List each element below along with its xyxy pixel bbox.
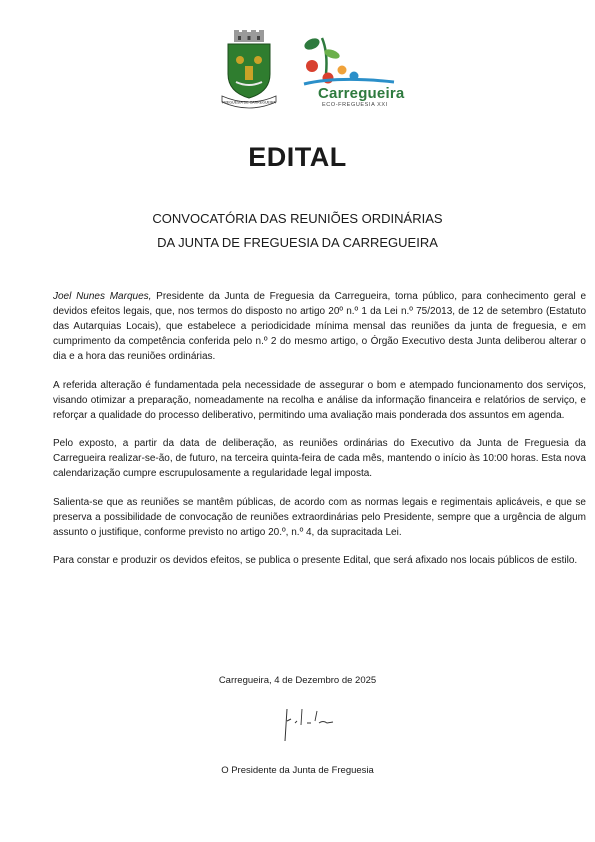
handwritten-signature	[275, 703, 345, 745]
document-header	[0, 30, 595, 115]
document-title: EDITAL	[248, 142, 347, 172]
paragraph-2: A referida alteração é fundamentada pela necessidade de assegurar o bom e atempado funcionamento dos serviços, visando otimizar a preparação, nomeadamente na recolha e análise da informação financeira e relatórios de serviço, e reforçar a qualidade do processo deliberativo, permitindo uma avaliação mais ponderada dos assuntos em agenda.	[53, 379, 586, 421]
logo-subtitle: ECO-FREGUESIA XXI	[322, 102, 388, 108]
paragraph-1	[53, 289, 586, 364]
president-name: Joel Nunes Marques,	[53, 291, 152, 302]
paragraph-5: Para constar e produzir os devidos efeitos, se publica o presente Edital, que será afixado nos locais públicos de estilo.	[53, 555, 578, 566]
document-subtitle	[0, 207, 595, 255]
paragraph-4: Salienta-se que as reuniões se mantêm públicas, de acordo com as normas legais e regimentais aplicáveis, e que se preserva a possibilidade de convocação de reuniões extraordinárias pelo Presidente, sempre que a urgência de algum assunto o justifique, conforme previsto no artigo 20.º, n.º 4, da supracitada Lei.	[53, 496, 586, 538]
logo-name: Carregueira	[318, 85, 405, 102]
signatory-role: O Presidente da Junta de Freguesia	[221, 765, 374, 776]
crest-ribbon-text: FREGUESIA DE CARREGUEIRA	[222, 100, 276, 105]
parish-crest-icon	[218, 30, 280, 110]
subtitle-line-2: DA JUNTA DE FREGUESIA DA CARREGUEIRA	[157, 235, 438, 250]
paragraph-3: Pelo exposto, a partir da data de deliberação, as reuniões ordinárias do Executivo da Junta de Freguesia da Carregueira realizar-se-ão, de futuro, na terceira quinta-feira de cada mês, mantendo o início às 10:00 horas. Esta nova calendarização cumpre escrupulosamente a regularidade legal imposta.	[53, 438, 586, 479]
subtitle-line-1: CONVOCATÓRIA DAS REUNIÕES ORDINÁRIAS	[152, 211, 443, 226]
paragraph-1-text: Presidente da Junta de Freguesia da Carregueira, torna público, para conhecimento geral e devidos efeitos legais, que, nos termos do disposto no artigo 20º n.º 1 da Lei n.º 75/2013, de 12 de setembro (Estatuto das Autarquias Locais), que estabelece a periodicidade mínima mensal das reuniões da junta de freguesia, e em cumprimento da competência conferida pelo n.º 2 do mesmo artigo, o Órgão Executivo desta Junta deliberou alterar o dia e a hora das reuniões ordinárias.	[53, 291, 587, 362]
document-body	[53, 289, 586, 582]
date-line: Carregueira, 4 de Dezembro de 2025	[218, 675, 377, 686]
